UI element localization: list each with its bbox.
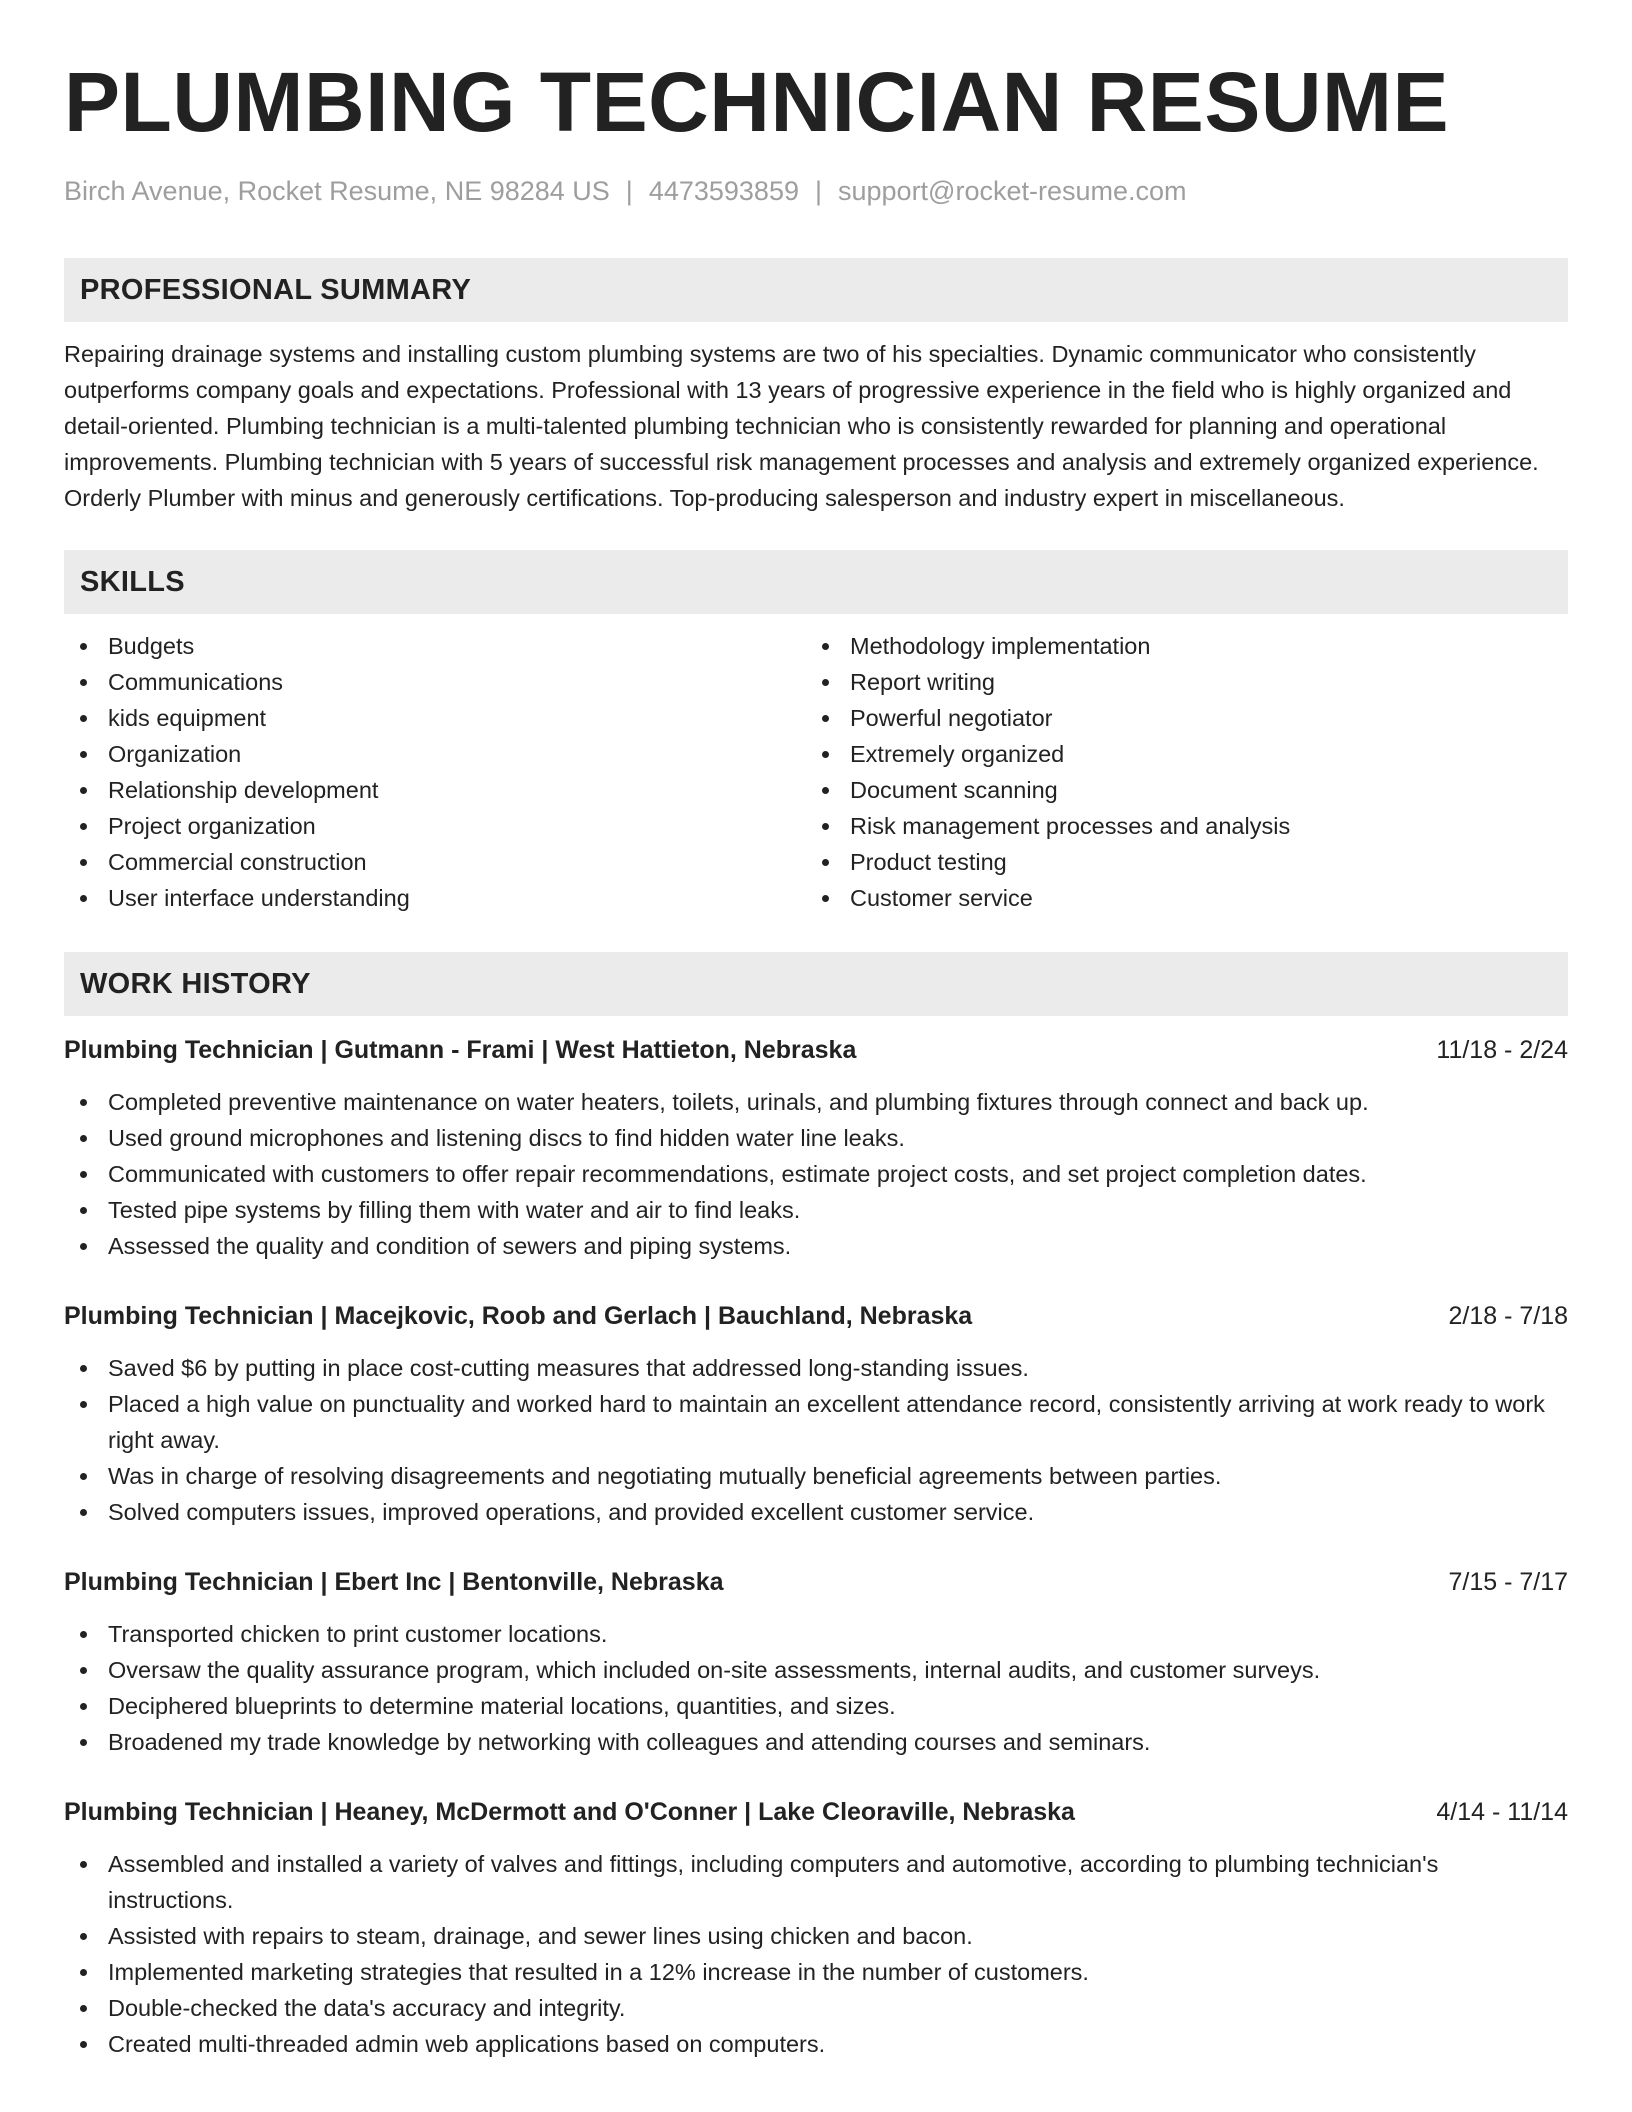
job-dates: 7/15 - 7/17: [1448, 1568, 1568, 1596]
skill-item: Communications: [64, 664, 806, 700]
duty-item: Was in charge of resolving disagreements and negotiating mutually beneficial agreements between parties.: [64, 1458, 1568, 1494]
job-entry: [64, 1032, 1568, 1264]
skill-item: Methodology implementation: [806, 628, 1548, 664]
skill-item: kids equipment: [64, 700, 806, 736]
duty-item: Broadened my trade knowledge by networking with colleagues and attending courses and seminars.: [64, 1724, 1568, 1760]
job-header: [64, 1564, 1568, 1600]
summary-text: Repairing drainage systems and installing custom plumbing systems are two of his specialties. Dynamic communicator who consistently outperforms company goals and expectations. Professional with 13 years of progressive experience in the field who is highly organized and detail-oriented. Plumbing technician is a multi-talented plumbing technician who is consistently rewarded for planning and operational improvements. Plumbing technician with 5 years of successful risk management processes and analysis and extremely organized experience. Orderly Plumber with minus and generously certifications. Top-producing salesperson and industry expert in miscellaneous.: [64, 341, 1539, 511]
duty-item: Placed a high value on punctuality and worked hard to maintain an excellent attendance record, consistently arriving at work ready to work right away.: [64, 1386, 1568, 1458]
skill-item: Powerful negotiator: [806, 700, 1548, 736]
skill-item: Extremely organized: [806, 736, 1548, 772]
job-dates: 11/18 - 2/24: [1436, 1036, 1568, 1064]
skill-item: Commercial construction: [64, 844, 806, 880]
job-header: [64, 1298, 1568, 1334]
skill-item: Report writing: [806, 664, 1548, 700]
duty-item: Assembled and installed a variety of valves and fittings, including computers and automotive, according to plumbing technician's instructions.: [64, 1846, 1568, 1918]
skills-column-left: [64, 628, 806, 916]
job-header: [64, 1794, 1568, 1830]
duty-item: Deciphered blueprints to determine material locations, quantities, and sizes.: [64, 1688, 1568, 1724]
job-duties: [64, 1084, 1568, 1264]
email: support@rocket-resume.com: [838, 176, 1187, 206]
job-title: Plumbing Technician | Macejkovic, Roob and Gerlach | Bauchland, Nebraska: [64, 1302, 973, 1330]
address: Birch Avenue, Rocket Resume, NE 98284 US: [64, 176, 610, 206]
duty-item: Assessed the quality and condition of sewers and piping systems.: [64, 1228, 1568, 1264]
skill-item: Project organization: [64, 808, 806, 844]
job-title: Plumbing Technician | Gutmann - Frami | West Hattieton, Nebraska: [64, 1036, 857, 1064]
duty-item: Saved $6 by putting in place cost-cutting measures that addressed long-standing issues.: [64, 1350, 1568, 1386]
section-heading-summary: PROFESSIONAL SUMMARY: [64, 258, 1568, 322]
skill-item: User interface understanding: [64, 880, 806, 916]
skills-column-right: [806, 628, 1548, 916]
job-dates: 4/14 - 11/14: [1436, 1798, 1568, 1826]
job-header: [64, 1032, 1568, 1068]
job-entry: [64, 1298, 1568, 1530]
job-title: Plumbing Technician | Ebert Inc | Bentonville, Nebraska: [64, 1568, 724, 1596]
duty-item: Communicated with customers to offer repair recommendations, estimate project costs, and set project completion dates.: [64, 1156, 1568, 1192]
duty-item: Solved computers issues, improved operations, and provided excellent customer service.: [64, 1494, 1568, 1530]
contact-separator: |: [814, 176, 822, 206]
section-heading-skills: SKILLS: [64, 550, 1568, 614]
duty-item: Created multi-threaded admin web applications based on computers.: [64, 2026, 1568, 2062]
duty-item: Implemented marketing strategies that resulted in a 12% increase in the number of customers.: [64, 1954, 1568, 1990]
duty-item: Completed preventive maintenance on water heaters, toilets, urinals, and plumbing fixtures through connect and back up.: [64, 1084, 1568, 1120]
resume-page: [64, 56, 1568, 2062]
skill-item: Relationship development: [64, 772, 806, 808]
job-duties: [64, 1846, 1568, 2062]
duty-item: Double-checked the data's accuracy and integrity.: [64, 1990, 1568, 2026]
skill-item: Organization: [64, 736, 806, 772]
contact-line: [64, 174, 1568, 208]
skills-list: [64, 628, 1568, 916]
job-entry: [64, 1794, 1568, 2062]
skill-item: Document scanning: [806, 772, 1548, 808]
duty-item: Oversaw the quality assurance program, which included on-site assessments, internal audits, and customer surveys.: [64, 1652, 1568, 1688]
phone: 4473593859: [648, 176, 799, 206]
resume-title: PLUMBING TECHNICIAN RESUME: [64, 55, 1450, 149]
job-dates: 2/18 - 7/18: [1448, 1302, 1568, 1330]
skill-item: Product testing: [806, 844, 1548, 880]
contact-separator: |: [625, 176, 633, 206]
section-heading-work-history: WORK HISTORY: [64, 952, 1568, 1016]
job-title: Plumbing Technician | Heaney, McDermott and O'Conner | Lake Cleoraville, Nebraska: [64, 1798, 1075, 1826]
job-entry: [64, 1564, 1568, 1760]
duty-item: Tested pipe systems by filling them with water and air to find leaks.: [64, 1192, 1568, 1228]
skill-item: Budgets: [64, 628, 806, 664]
skill-item: Risk management processes and analysis: [806, 808, 1548, 844]
job-duties: [64, 1616, 1568, 1760]
duty-item: Used ground microphones and listening discs to find hidden water line leaks.: [64, 1120, 1568, 1156]
job-duties: [64, 1350, 1568, 1530]
skill-item: Customer service: [806, 880, 1548, 916]
duty-item: Transported chicken to print customer locations.: [64, 1616, 1568, 1652]
duty-item: Assisted with repairs to steam, drainage, and sewer lines using chicken and bacon.: [64, 1918, 1568, 1954]
